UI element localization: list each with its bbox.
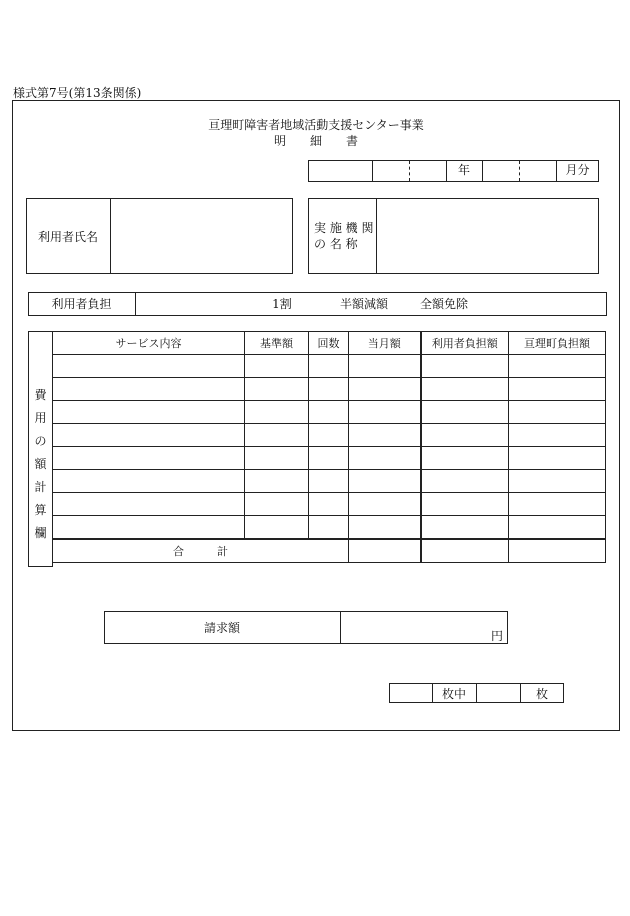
header-base-amount: 基準額 — [245, 332, 309, 355]
calc-row — [53, 378, 606, 401]
calc-cell[interactable] — [509, 516, 606, 540]
calc-row — [53, 401, 606, 424]
side-char: 用 — [34, 411, 47, 425]
side-char: 欄 — [34, 526, 47, 540]
calc-row — [53, 470, 606, 493]
month-field[interactable] — [483, 161, 555, 181]
calc-cell[interactable] — [245, 355, 309, 378]
header-monthly-amount: 当月額 — [349, 332, 421, 355]
burden-option-3[interactable]: 全額免除 — [419, 296, 468, 311]
agency-name-field[interactable] — [377, 199, 598, 273]
calc-cell[interactable] — [245, 516, 309, 540]
calc-row — [53, 516, 606, 540]
side-char: の — [34, 434, 47, 448]
calc-cell[interactable] — [309, 516, 349, 540]
calc-cell[interactable] — [245, 378, 309, 401]
calc-cell[interactable] — [421, 447, 509, 470]
burden-option-1[interactable]: 1割 — [272, 296, 292, 311]
calc-cell[interactable] — [245, 424, 309, 447]
claim-unit: 円 — [491, 629, 504, 643]
burden-label: 利用者負担 — [51, 296, 112, 311]
calc-cell[interactable] — [509, 401, 606, 424]
form-title: 亘理町障害者地域活動支援センター事業 — [208, 118, 424, 132]
calc-cell[interactable] — [509, 424, 606, 447]
calc-row — [53, 424, 606, 447]
calc-cell[interactable] — [309, 470, 349, 493]
calc-cell[interactable] — [349, 424, 421, 447]
calc-cell[interactable] — [53, 378, 245, 401]
calc-cell[interactable] — [349, 401, 421, 424]
claim-amount-field[interactable] — [341, 612, 491, 643]
count-label: 枚 — [535, 686, 548, 701]
calc-row — [53, 493, 606, 516]
header-user-burden: 利用者負担額 — [421, 332, 509, 355]
sheet-number-field[interactable] — [390, 684, 431, 702]
calc-cell[interactable] — [245, 470, 309, 493]
year-field[interactable] — [373, 161, 445, 181]
burden-option-2[interactable]: 半額減額 — [339, 296, 388, 311]
calc-cell[interactable] — [421, 355, 509, 378]
agency-label-line1: 実 施 機 関 — [314, 221, 374, 235]
side-char: 算 — [34, 503, 47, 517]
calc-cell[interactable] — [53, 447, 245, 470]
calc-cell[interactable] — [421, 493, 509, 516]
sheet-label: 枚中 — [441, 686, 466, 701]
side-char: 額 — [34, 457, 47, 471]
calc-cell[interactable] — [309, 493, 349, 516]
calc-cell[interactable] — [349, 447, 421, 470]
calc-cell[interactable] — [349, 493, 421, 516]
sheet-total-field[interactable] — [477, 684, 519, 702]
calc-cell[interactable] — [349, 355, 421, 378]
calc-cell[interactable] — [421, 378, 509, 401]
calc-cell[interactable] — [421, 424, 509, 447]
calc-cell[interactable] — [509, 378, 606, 401]
header-town-burden: 亘理町負担額 — [509, 332, 606, 355]
calc-cell[interactable] — [309, 424, 349, 447]
calc-cell[interactable] — [309, 447, 349, 470]
agency-label-line2: の 名 称 — [314, 237, 358, 251]
total-cell[interactable] — [509, 539, 606, 563]
form-number: 様式第7号(第13条関係) — [13, 86, 142, 100]
calc-cell[interactable] — [53, 355, 245, 378]
calc-cell[interactable] — [245, 493, 309, 516]
header-count: 回数 — [309, 332, 349, 355]
calc-cell[interactable] — [309, 378, 349, 401]
total-label: 合 計 — [53, 539, 349, 563]
claim-label: 請求額 — [203, 621, 240, 635]
calc-side-label — [28, 386, 53, 541]
calc-cell[interactable] — [53, 470, 245, 493]
calc-cell[interactable] — [421, 401, 509, 424]
side-char: 計 — [34, 480, 47, 494]
calc-cell[interactable] — [309, 355, 349, 378]
agency-label — [314, 220, 373, 252]
calc-row — [53, 355, 606, 378]
calc-cell[interactable] — [309, 401, 349, 424]
total-cell[interactable] — [349, 539, 421, 563]
side-char: 費 — [34, 388, 47, 402]
calc-cell[interactable] — [245, 447, 309, 470]
calc-cell[interactable] — [509, 355, 606, 378]
calc-row — [53, 447, 606, 470]
year-label: 年 — [457, 162, 470, 177]
calc-cell[interactable] — [53, 424, 245, 447]
calc-cell[interactable] — [349, 470, 421, 493]
month-label: 月分 — [565, 162, 590, 177]
calc-header-row — [53, 332, 606, 355]
calc-cell[interactable] — [245, 401, 309, 424]
calc-cell[interactable] — [53, 516, 245, 540]
total-cell[interactable] — [421, 539, 509, 563]
calc-table — [52, 331, 606, 563]
calc-cell[interactable] — [509, 447, 606, 470]
calc-cell[interactable] — [421, 516, 509, 540]
user-name-label: 利用者氏名 — [37, 229, 98, 244]
calc-cell[interactable] — [349, 516, 421, 540]
calc-cell[interactable] — [53, 401, 245, 424]
calc-cell[interactable] — [53, 493, 245, 516]
total-row — [53, 539, 606, 563]
calc-cell[interactable] — [509, 470, 606, 493]
calc-cell[interactable] — [509, 493, 606, 516]
form-subtitle: 明 細 書 — [273, 134, 358, 148]
calc-cell[interactable] — [349, 378, 421, 401]
user-name-field[interactable] — [111, 199, 292, 273]
calc-cell[interactable] — [421, 470, 509, 493]
header-service: サービス内容 — [53, 332, 245, 355]
